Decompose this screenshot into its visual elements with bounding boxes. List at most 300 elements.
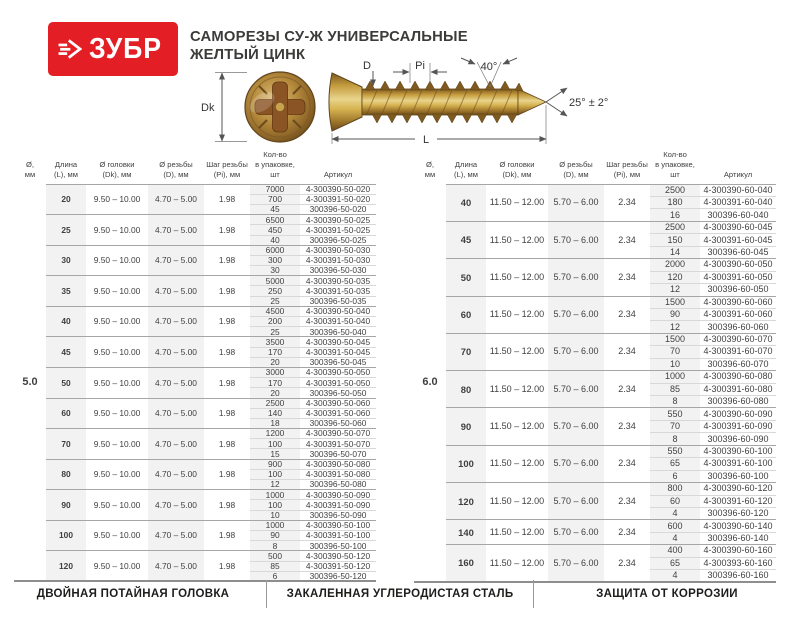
article-number: 300396-50-040 [300,327,376,337]
article-number: 300396-50-060 [300,418,376,428]
article-number: 4-300390-60-060 [700,296,776,308]
article-number: 4-300390-50-060 [300,398,376,408]
pack-quantity: 18 [250,418,300,428]
article-number: 4-300391-60-070 [700,346,776,358]
thread-diameter-value: 4.70 – 5.00 [148,337,204,368]
thread-pitch-value: 2.34 [604,408,650,445]
article-number: 300396-50-025 [300,235,376,245]
head-diameter-value: 11.50 – 12.00 [486,333,548,370]
footer [0,580,800,608]
thread-diameter-value: 5.70 – 6.00 [548,296,604,333]
column-header: Кол-во в упаковке, шт [255,150,295,179]
pack-quantity: 14 [650,246,700,258]
thread-diameter-value: 4.70 – 5.00 [148,245,204,276]
article-number: 300396-60-100 [700,470,776,482]
article-number: 4-300391-50-030 [300,255,376,265]
table-row [14,367,376,377]
article-number: 4-300391-50-100 [300,530,376,540]
head-diameter-value: 11.50 – 12.00 [486,296,548,333]
article-number: 4-300390-60-090 [700,408,776,420]
pack-quantity: 4 [650,532,700,544]
table-row [414,445,776,457]
head-diameter-value: 9.50 – 10.00 [86,398,148,429]
article-number: 300396-50-050 [300,388,376,398]
thread-diameter-value: 4.70 – 5.00 [148,398,204,429]
pack-quantity: 12 [650,284,700,296]
thread-diameter-value: 5.70 – 6.00 [548,520,604,545]
article-number: 4-300390-50-030 [300,245,376,255]
thread-diameter-value: 5.70 – 6.00 [548,221,604,258]
table-row [14,276,376,286]
article-number: 4-300391-60-050 [700,271,776,283]
article-number: 4-300393-60-160 [700,557,776,569]
thread-pitch-value: 1.98 [204,429,250,460]
pack-quantity: 1000 [250,490,300,500]
screw-head-top-view [201,72,315,142]
length-value: 45 [46,337,86,368]
head-diameter-value: 9.50 – 10.00 [86,276,148,307]
thread-diameter-value: 5.70 – 6.00 [548,259,604,296]
length-value: 100 [46,520,86,551]
pack-quantity: 170 [250,347,300,357]
length-value: 90 [446,408,486,445]
article-number: 300396-60-080 [700,396,776,408]
head-diameter-value: 9.50 – 10.00 [86,184,148,215]
zubr-arrow-icon [58,29,82,69]
table-row [14,337,376,347]
pack-quantity: 8 [250,541,300,551]
article-number: 300396-50-120 [300,571,376,581]
pack-quantity: 1000 [650,371,700,383]
article-number: 4-300390-50-070 [300,429,376,439]
article-number: 300396-60-045 [700,246,776,258]
pack-quantity: 900 [250,459,300,469]
table-row [414,184,776,196]
article-number: 4-300390-50-020 [300,184,376,194]
thread-pitch-value: 2.34 [604,483,650,520]
length-value: 160 [446,545,486,582]
thread-pitch-value: 2.34 [604,259,650,296]
thread-pitch-value: 1.98 [204,490,250,521]
article-number: 4-300391-60-100 [700,458,776,470]
pack-quantity: 6000 [250,245,300,255]
head-diameter-value: 11.50 – 12.00 [486,483,548,520]
pack-quantity: 500 [250,551,300,561]
article-number: 4-300391-60-090 [700,420,776,432]
head-diameter-value: 9.50 – 10.00 [86,459,148,490]
pack-quantity: 2500 [650,221,700,233]
article-number: 300396-60-060 [700,321,776,333]
pack-quantity: 200 [250,317,300,327]
thread-diameter-value: 5.70 – 6.00 [548,445,604,482]
length-value: 50 [446,259,486,296]
pack-quantity: 1500 [650,296,700,308]
thread-pitch-value: 2.34 [604,333,650,370]
length-value: 80 [446,371,486,408]
table-row [14,490,376,500]
pack-quantity: 170 [250,378,300,388]
article-number: 4-300390-60-120 [700,483,776,495]
thread-pitch-value: 1.98 [204,337,250,368]
article-number: 4-300390-50-100 [300,520,376,530]
article-number: 4-300391-50-050 [300,378,376,388]
pack-quantity: 4 [650,507,700,519]
pack-quantity: 8 [650,433,700,445]
article-number: 300396-60-120 [700,507,776,519]
column-header: Ø резьбы (D), мм [159,159,193,179]
pack-quantity: 3500 [250,337,300,347]
column-header: Шаг резьбы (Pi), мм [206,159,248,179]
table-row [14,184,376,194]
length-value: 50 [46,367,86,398]
table-row [14,459,376,469]
length-label: L [422,134,430,146]
article-number: 300396-60-070 [700,358,776,370]
thread-diameter-value: 5.70 – 6.00 [548,483,604,520]
thread-pitch-value: 2.34 [604,296,650,333]
pi-label: Pi [415,60,425,72]
column-header: Артикул [323,169,353,179]
pack-quantity: 25 [250,327,300,337]
head-diameter-value: 11.50 – 12.00 [486,408,548,445]
head-diameter-value: 9.50 – 10.00 [86,337,148,368]
pack-quantity: 20 [250,357,300,367]
article-number: 4-300390-60-070 [700,333,776,345]
thread-diameter-value: 5.70 – 6.00 [548,184,604,221]
table-row [14,306,376,316]
article-number: 4-300390-60-080 [700,371,776,383]
thread-diameter-value: 4.70 – 5.00 [148,551,204,582]
pack-quantity: 20 [250,388,300,398]
thread-diameter-value: 4.70 – 5.00 [148,520,204,551]
pack-quantity: 2500 [650,184,700,196]
article-number: 4-300390-60-050 [700,259,776,271]
article-number: 300396-50-090 [300,510,376,520]
article-number: 4-300390-60-100 [700,445,776,457]
table-row [14,429,376,439]
head-diameter-value: 9.50 – 10.00 [86,520,148,551]
thread-diameter-value: 4.70 – 5.00 [148,459,204,490]
thread-pitch-value: 1.98 [204,551,250,582]
pack-quantity: 550 [650,445,700,457]
column-header: Ø головки (Dk), мм [99,159,135,179]
table-row [414,221,776,233]
article-number: 4-300391-60-060 [700,308,776,320]
head-diameter-value: 11.50 – 12.00 [486,445,548,482]
page-title-line1: САМОРЕЗЫ СУ-Ж УНИВЕРСАЛЬНЫЕ [190,29,468,45]
head-diameter-value: 9.50 – 10.00 [86,551,148,582]
article-number: 300396-50-035 [300,296,376,306]
pack-quantity: 400 [650,545,700,557]
table-row [14,215,376,225]
table-row [14,245,376,255]
thread-diameter-value: 4.70 – 5.00 [148,184,204,215]
head-diameter-value: 9.50 – 10.00 [86,215,148,246]
table-header-row [414,148,776,184]
head-diameter-value: 11.50 – 12.00 [486,259,548,296]
thread-pitch-value: 1.98 [204,398,250,429]
article-number: 4-300390-50-025 [300,215,376,225]
table-row [414,259,776,271]
pack-quantity: 70 [650,346,700,358]
length-value: 25 [46,215,86,246]
head-diameter-value: 9.50 – 10.00 [86,367,148,398]
column-header: Ø, мм [424,160,436,180]
head-diameter-value: 9.50 – 10.00 [86,306,148,337]
thread-pitch-value: 1.98 [204,306,250,337]
length-value: 30 [46,245,86,276]
pack-quantity: 100 [250,500,300,510]
screw-dimension-diagram [193,57,611,149]
thread-pitch-value: 1.98 [204,276,250,307]
head-diameter-value: 9.50 – 10.00 [86,245,148,276]
thread-pitch-value: 2.34 [604,184,650,221]
d-label: D [363,60,371,72]
article-number: 4-300390-50-040 [300,306,376,316]
pack-quantity: 12 [650,321,700,333]
column-header: Шаг резьбы (Pi), мм [606,159,648,179]
dk-label: Dk [201,102,215,114]
table-row [414,483,776,495]
article-number: 300396-60-090 [700,433,776,445]
pack-quantity: 15 [250,449,300,459]
length-value: 60 [446,296,486,333]
head-diameter-value: 11.50 – 12.00 [486,520,548,545]
thread-pitch-value: 2.34 [604,545,650,582]
pack-quantity: 800 [650,483,700,495]
article-number: 300396-60-040 [700,209,776,221]
table-row [414,545,776,557]
pack-quantity: 10 [650,358,700,370]
diameter-value: 6.0 [414,184,446,582]
thread-pitch-value: 1.98 [204,215,250,246]
table-row [14,398,376,408]
article-number: 4-300390-50-035 [300,276,376,286]
table-row [414,296,776,308]
length-value: 70 [46,429,86,460]
spec-table-5mm [14,148,376,582]
thread-diameter-value: 5.70 – 6.00 [548,545,604,582]
thread-diameter-value: 5.70 – 6.00 [548,408,604,445]
pack-quantity: 600 [650,520,700,532]
pack-quantity: 5000 [250,276,300,286]
article-number: 4-300391-60-080 [700,383,776,395]
length-value: 100 [446,445,486,482]
article-number: 4-300391-50-060 [300,408,376,418]
article-number: 300396-50-020 [300,204,376,214]
article-number: 4-300391-50-025 [300,225,376,235]
article-number: 4-300390-60-160 [700,545,776,557]
thread-pitch-value: 1.98 [204,367,250,398]
pack-quantity: 16 [650,209,700,221]
thread-pitch-value: 1.98 [204,184,250,215]
pack-quantity: 85 [650,383,700,395]
pack-quantity: 300 [250,255,300,265]
article-number: 4-300391-50-045 [300,347,376,357]
pack-quantity: 85 [250,561,300,571]
article-number: 4-300391-50-020 [300,194,376,204]
pack-quantity: 7000 [250,184,300,194]
pack-quantity: 250 [250,286,300,296]
article-number: 300396-50-100 [300,541,376,551]
length-value: 120 [446,483,486,520]
thread-diameter-value: 5.70 – 6.00 [548,371,604,408]
table-row [14,551,376,561]
pack-quantity: 90 [650,308,700,320]
table-row [414,408,776,420]
head-diameter-value: 11.50 – 12.00 [486,221,548,258]
length-value: 45 [446,221,486,258]
pack-quantity: 4500 [250,306,300,316]
column-header: Ø, мм [24,160,36,180]
pack-quantity: 45 [250,204,300,214]
article-number: 4-300390-60-040 [700,184,776,196]
spec-table-6mm [414,148,776,583]
pack-quantity: 6 [250,571,300,581]
pack-quantity: 6500 [250,215,300,225]
article-number: 4-300390-50-080 [300,459,376,469]
pack-quantity: 4 [650,570,700,582]
length-value: 80 [46,459,86,490]
article-number: 4-300391-50-120 [300,561,376,571]
table-header-row [14,148,376,184]
article-number: 4-300390-60-140 [700,520,776,532]
article-number: 4-300390-50-045 [300,337,376,347]
pack-quantity: 65 [650,557,700,569]
head-diameter-value: 9.50 – 10.00 [86,490,148,521]
length-value: 20 [46,184,86,215]
footer-feature-item: ЗАЩИТА ОТ КОРРОЗИИ [533,580,800,608]
article-number: 4-300391-50-090 [300,500,376,510]
article-number: 4-300391-60-045 [700,234,776,246]
thread-diameter-value: 4.70 – 5.00 [148,215,204,246]
thread-diameter-value: 4.70 – 5.00 [148,306,204,337]
pack-quantity: 1000 [250,520,300,530]
pack-quantity: 8 [650,396,700,408]
page-title-line2: ЖЕЛТЫЙ ЦИНК [190,47,306,63]
head-diameter-value: 9.50 – 10.00 [86,429,148,460]
thread-pitch-value: 2.34 [604,520,650,545]
length-value: 40 [446,184,486,221]
pack-quantity: 40 [250,235,300,245]
thread-diameter-value: 4.70 – 5.00 [148,429,204,460]
length-value: 35 [46,276,86,307]
pack-quantity: 12 [250,480,300,490]
article-number: 300396-50-030 [300,266,376,276]
column-header: Длина (L), мм [454,159,478,179]
pack-quantity: 30 [250,266,300,276]
table-row [14,520,376,530]
pack-quantity: 65 [650,458,700,470]
pack-quantity: 60 [650,495,700,507]
pack-quantity: 70 [650,420,700,432]
pack-quantity: 700 [250,194,300,204]
thread-diameter-value: 4.70 – 5.00 [148,490,204,521]
article-number: 300396-50-070 [300,449,376,459]
article-number: 4-300390-50-090 [300,490,376,500]
head-diameter-value: 11.50 – 12.00 [486,545,548,582]
thread-pitch-value: 2.34 [604,221,650,258]
article-number: 4-300391-50-080 [300,469,376,479]
length-value: 40 [46,306,86,337]
head-angle-label: 40° [480,61,498,73]
thread-diameter-value: 5.70 – 6.00 [548,333,604,370]
pack-quantity: 450 [250,225,300,235]
pack-quantity: 1200 [250,429,300,439]
column-header: Артикул [723,169,753,179]
article-number: 300396-50-080 [300,480,376,490]
article-number: 300396-60-050 [700,284,776,296]
column-header: Ø резьбы (D), мм [559,159,593,179]
tip-angle-label: 25° ± 2° [569,97,609,109]
thread-diameter-value: 4.70 – 5.00 [148,276,204,307]
footer-feature-item: ЗАКАЛЕННАЯ УГЛЕРОДИСТАЯ СТАЛЬ [266,580,533,608]
column-header: Кол-во в упаковке, шт [655,150,695,179]
column-header: Длина (L), мм [54,159,78,179]
article-number: 4-300390-50-050 [300,367,376,377]
length-value: 120 [46,551,86,582]
pack-quantity: 100 [250,439,300,449]
article-number: 4-300391-50-035 [300,286,376,296]
thread-pitch-value: 1.98 [204,245,250,276]
footer-feature-item: ДВОЙНАЯ ПОТАЙНАЯ ГОЛОВКА [36,588,230,600]
pack-quantity: 100 [250,469,300,479]
article-number: 4-300391-60-040 [700,197,776,209]
length-value: 140 [446,520,486,545]
screw-side-view [329,58,608,146]
thread-pitch-value: 1.98 [204,459,250,490]
pack-quantity: 3000 [250,367,300,377]
pack-quantity: 120 [650,271,700,283]
article-number: 4-300391-60-120 [700,495,776,507]
table-row [414,371,776,383]
pack-quantity: 25 [250,296,300,306]
pack-quantity: 90 [250,530,300,540]
brand-name: ЗУБР [88,32,162,65]
length-value: 90 [46,490,86,521]
article-number: 300396-60-140 [700,532,776,544]
pack-quantity: 150 [650,234,700,246]
pack-quantity: 140 [250,408,300,418]
pack-quantity: 10 [250,510,300,520]
table-row [414,520,776,532]
pack-quantity: 6 [650,470,700,482]
article-number: 300396-50-045 [300,357,376,367]
table-row [414,333,776,345]
brand-logo [48,22,178,76]
article-number: 4-300390-50-120 [300,551,376,561]
pack-quantity: 550 [650,408,700,420]
diameter-value: 5.0 [14,184,46,581]
thread-pitch-value: 2.34 [604,445,650,482]
thread-pitch-value: 2.34 [604,371,650,408]
pack-quantity: 180 [650,197,700,209]
article-number: 4-300390-60-045 [700,221,776,233]
pack-quantity: 2500 [250,398,300,408]
column-header: Ø головки (Dk), мм [499,159,535,179]
pack-quantity: 1500 [650,333,700,345]
length-value: 70 [446,333,486,370]
pack-quantity: 2000 [650,259,700,271]
head-diameter-value: 11.50 – 12.00 [486,184,548,221]
length-value: 60 [46,398,86,429]
head-diameter-value: 11.50 – 12.00 [486,371,548,408]
article-number: 4-300391-50-040 [300,317,376,327]
thread-diameter-value: 4.70 – 5.00 [148,367,204,398]
thread-pitch-value: 1.98 [204,520,250,551]
article-number: 4-300391-50-070 [300,439,376,449]
article-number: 300396-60-160 [700,570,776,582]
